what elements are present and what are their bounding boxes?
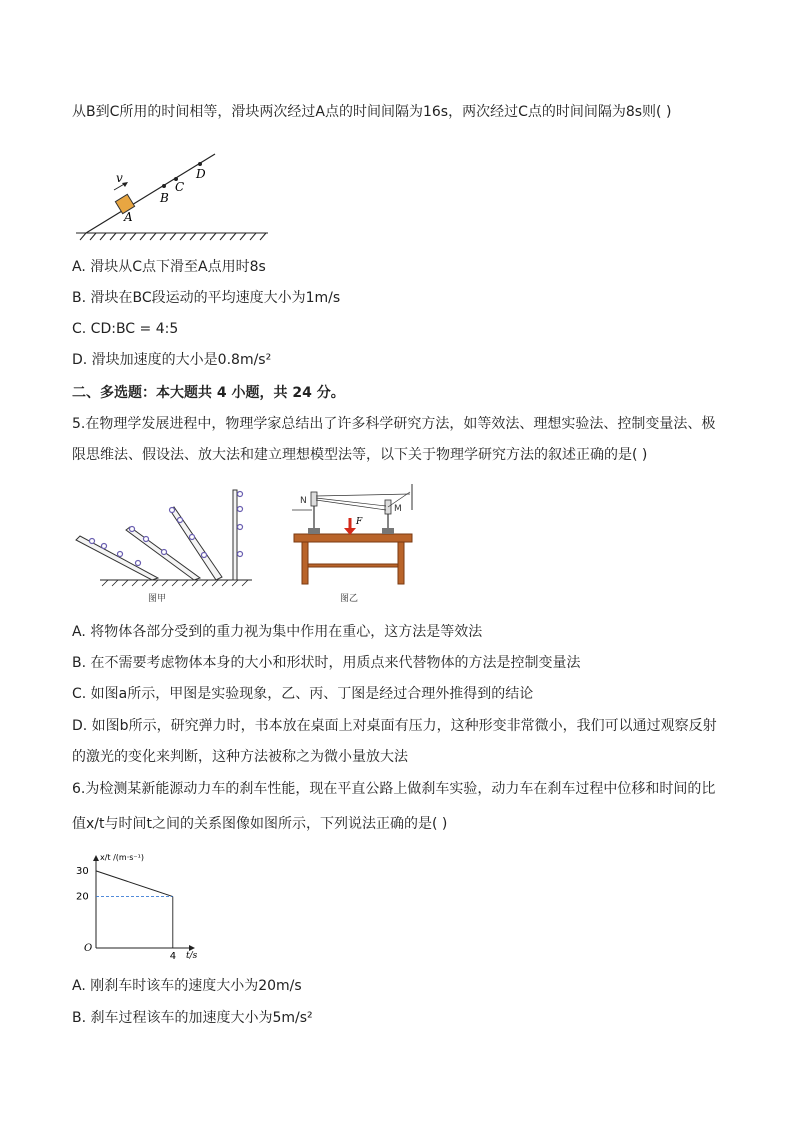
y-tick-label: 20 bbox=[76, 891, 89, 903]
y-tick-label: 30 bbox=[76, 865, 89, 877]
point-c-label: C bbox=[175, 180, 185, 194]
q6-stem-line1: 6.为检测某新能源动力车的刹车性能，现在平直公路上做刹车实验，动力车在刹车过程中位移和时间的比 bbox=[72, 781, 716, 797]
ramp-4 bbox=[233, 490, 237, 580]
point-d-dot bbox=[198, 162, 202, 166]
q4-option-d: D. 滑块加速度的大小是0.8m/s² bbox=[72, 352, 272, 368]
x-axis-label: t/s bbox=[186, 951, 198, 961]
q4-option-a: A. 滑块从C点下滑至A点用时8s bbox=[72, 259, 266, 275]
q4-option-b: B. 滑块在BC段运动的平均速度大小为1m/s bbox=[72, 290, 341, 306]
table-rail bbox=[308, 564, 398, 567]
question-4-stem-tail: 从B到C所用的时间相等，滑块两次经过A点的时间间隔为16s，两次经过C点的时间间隔为8s则( ) bbox=[72, 104, 672, 120]
q5-option-d-cont: 的激光的变化来判断，这种方法被称之为微小量放大法 bbox=[72, 749, 408, 765]
q5-option-a: A. 将物体各部分受到的重力视为集中作用在重心，这方法是等效法 bbox=[72, 624, 483, 640]
incline-figure bbox=[72, 148, 272, 243]
velocity-label: v bbox=[116, 171, 123, 185]
figure-b-table bbox=[288, 480, 418, 607]
point-a-label: A bbox=[124, 210, 133, 224]
xt-vs-t-chart bbox=[72, 850, 202, 962]
point-b-label: B bbox=[160, 191, 169, 205]
force-label: F bbox=[356, 517, 363, 527]
incline-surface bbox=[86, 154, 215, 233]
q5-option-d: D. 如图b所示，研究弹力时，书本放在桌面上对桌面有压力，这种形变非常微小，我们可以通过观察反射 bbox=[72, 718, 717, 734]
q5-option-c: C. 如图a所示，甲图是实验现象，乙、丙、丁图是经过合理外推得到的结论 bbox=[72, 686, 534, 702]
figure-a-ramps bbox=[72, 482, 262, 607]
mirror-n-base bbox=[308, 528, 320, 534]
origin-label: O bbox=[84, 943, 93, 954]
q4-option-c: C. CD:BC = 4:5 bbox=[72, 321, 179, 337]
table-leg-left bbox=[302, 542, 308, 584]
q6-option-a: A. 刚刹车时该车的速度大小为20m/s bbox=[72, 978, 302, 994]
force-arrow bbox=[344, 518, 356, 535]
q5-stem-line2: 限思维法、假设法、放大法和建立理想模型法等，以下关于物理学研究方法的叙述正确的是( ) bbox=[72, 447, 648, 463]
mirror-m-label: M bbox=[394, 504, 402, 514]
mirror-n bbox=[311, 492, 317, 506]
table-top bbox=[294, 534, 412, 542]
point-d-label: D bbox=[196, 167, 206, 181]
figure-a-hatching bbox=[102, 580, 248, 586]
mirror-m-base bbox=[382, 528, 394, 534]
table-leg-right bbox=[398, 542, 404, 584]
q6-stem-line2: 值x/t与时间t之间的关系图像如图所示，下列说法正确的是( ) bbox=[72, 816, 448, 832]
q5-stem-line1: 5.在物理学发展进程中，物理学家总结出了许多科学研究方法，如等效法、理想实验法、控制变量法、极 bbox=[72, 416, 716, 432]
point-b-dot bbox=[162, 184, 166, 188]
q5-option-b: B. 在不需要考虑物体本身的大小和形状时，用质点来代替物体的方法是控制变量法 bbox=[72, 655, 581, 671]
section-header: 二、多选题：本大题共 4 小题，共 24 分。 bbox=[72, 385, 345, 401]
q6-option-b: B. 刹车过程该车的加速度大小为5m/s² bbox=[72, 1010, 313, 1026]
x-tick-label: 4 bbox=[169, 951, 177, 962]
mirror-n-label: N bbox=[300, 496, 307, 506]
figure-a-caption: 图甲 bbox=[148, 594, 167, 604]
series-line bbox=[96, 871, 173, 897]
ground-hatching bbox=[76, 233, 268, 240]
laser-beams bbox=[292, 492, 410, 510]
figure-b-caption: 图乙 bbox=[340, 594, 359, 604]
y-axis-label: x/t /(m·s⁻¹) bbox=[100, 853, 144, 862]
